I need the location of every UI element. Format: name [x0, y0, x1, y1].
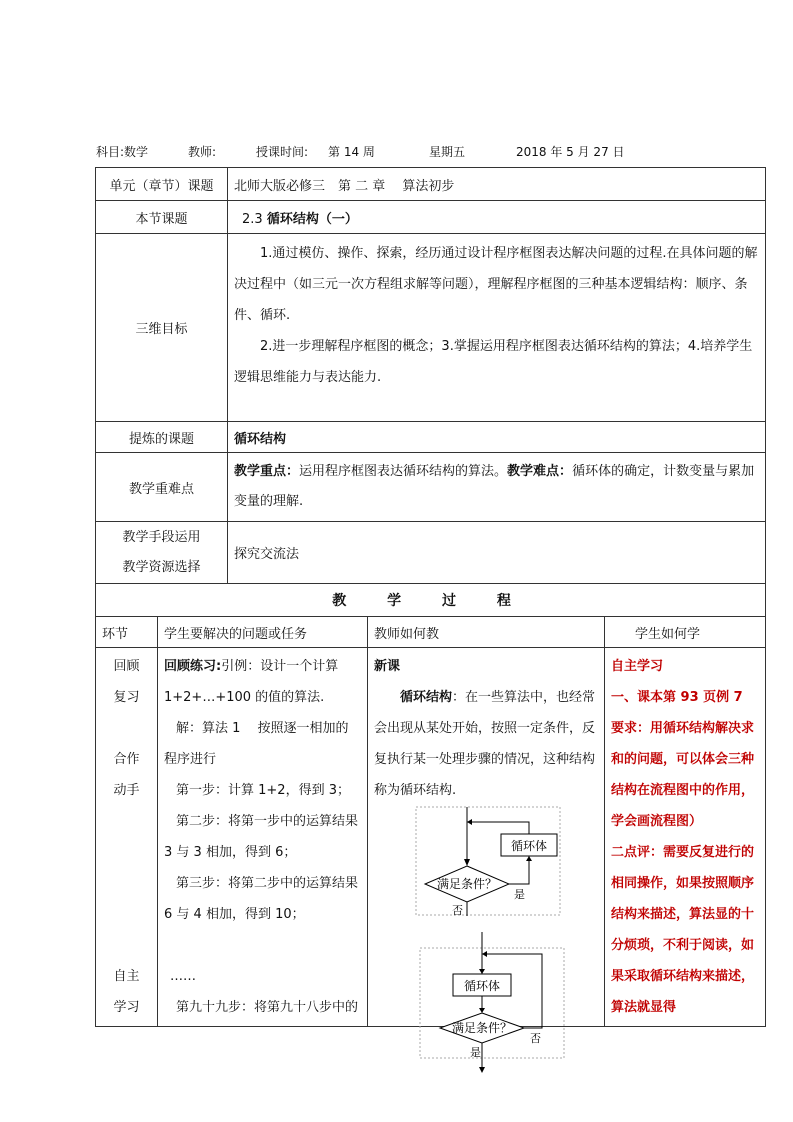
stage-cell [96, 648, 158, 1027]
week: 第 14 周 [328, 145, 375, 159]
keypoints-content [228, 453, 766, 522]
lesson-label: 本节课题 [96, 201, 228, 234]
keypoints-label: 教学重难点 [96, 453, 228, 522]
student-l2: 一、课本第 93 页例 7 [611, 690, 743, 705]
task-cell [158, 648, 368, 1027]
lesson-value [228, 201, 766, 234]
stage-1: 回顾 [113, 659, 140, 674]
stage-3: 合作 [113, 752, 140, 767]
lesson-title: 循环结构（一） [266, 211, 358, 227]
flowchart-until-loop [416, 932, 568, 1074]
review-text: 引例：设计一个计算 [221, 659, 339, 674]
method-label [96, 522, 228, 584]
loop-body-label: 循环体 [510, 839, 548, 853]
condition-label-2: 满足条件？ [451, 1021, 513, 1035]
subject: 科目:数学 [96, 145, 149, 159]
unit-label: 单元（章节）课题 [96, 168, 228, 201]
student-l3: 要求：用循环结构解决求和的问题，可以体会三种结构在流程图中的作用，学会画流程图） [611, 721, 755, 829]
method-label-2: 教学资源选择 [122, 559, 201, 575]
new-lesson-label: 新课 [374, 659, 401, 674]
no-label-2: 否 [530, 1032, 541, 1045]
task-s7: 6 与 4 相加，得到 10； [164, 907, 305, 922]
goals-content [228, 234, 766, 422]
task-s4: 第二步：将第一步中的运算结果 [176, 814, 359, 829]
task-s8: …… [170, 969, 196, 984]
yes-label-2: 是 [470, 1046, 481, 1059]
student-cell [605, 648, 766, 1027]
loop-text: ：在一些算法中，也经常会出现从某处开始，按照一定条件，反复执行某一处理步骤的情况，这种结构称为循环结构. [374, 690, 596, 798]
teacher-label: 教师: [188, 145, 217, 159]
task-s9: 第九十九步：将第九十八步中的 [176, 1000, 359, 1015]
stage-4: 动手 [113, 783, 140, 798]
condition-label: 满足条件？ [436, 877, 498, 891]
col-student: 学生如何学 [605, 617, 766, 648]
review-label: 回顾练习: [164, 659, 222, 674]
col-task: 学生要解决的问题或任务 [158, 617, 368, 648]
topic-label: 提炼的课题 [96, 422, 228, 453]
lesson-header [96, 143, 776, 163]
time-label: 授课时间: [256, 145, 309, 159]
task-s1: 解：算法 1 按照逐一相加的 [176, 721, 349, 736]
task-s6: 第三步：将第二步中的运算结果 [176, 876, 359, 891]
no-label-1: 否 [452, 904, 463, 917]
diff-text: 循环体的确定，计数变量与累加变量的理解. [234, 464, 755, 509]
goals-p2: 2.进一步理解程序框图的概念；3.掌握运用程序框图表达循环结构的算法；4.培养学生逻辑思维能力与表达能力. [234, 339, 753, 385]
key-text: 运用程序框图表达循环结构的算法。 [299, 464, 508, 479]
task-s3: 第一步：计算 1+2，得到 3； [176, 783, 350, 798]
topic-value: 循环结构 [228, 422, 766, 453]
loop-label: 循环结构 [400, 690, 453, 705]
stage-2: 复习 [113, 690, 140, 705]
student-l1: 自主学习 [611, 659, 664, 674]
unit-value: 北师大版必修三 第 二 章 算法初步 [228, 168, 766, 201]
task-formula: 1+2+…+100 的值的算法. [164, 690, 325, 705]
col-stage: 环节 [96, 617, 158, 648]
method-value: 探究交流法 [228, 522, 766, 584]
flowchart-while-loop [412, 804, 564, 918]
goals-p1: 1.通过模仿、操作、探索，经历通过设计程序框图表达解决问题的过程.在具体问题的解决过程中（如三元一次方程组求解等问题），理解程序框图的三种基本逻辑结构：顺序、条件、循环. [234, 246, 758, 323]
task-s5: 3 与 3 相加，得到 6； [164, 845, 297, 860]
student-l4: 二点评：需要反复进行的相同操作，如果按照顺序结构来描述，算法显的十分烦琐，不利于阅读，如果采取循环结构来描述，算法就显得 [611, 845, 755, 1015]
weekday: 星期五 [429, 145, 466, 159]
col-teacher: 教师如何教 [368, 617, 605, 648]
process-title: 教 学 过 程 [96, 584, 766, 617]
stage-5: 自主 [113, 969, 140, 984]
stage-6: 学习 [113, 1000, 140, 1015]
task-s2: 程序进行 [164, 752, 217, 767]
date: 2018 年 5 月 27 日 [516, 145, 625, 159]
loop-body-label-2: 循环体 [463, 979, 501, 993]
method-label-1: 教学手段运用 [122, 529, 201, 545]
goals-label: 三维目标 [96, 234, 228, 422]
diff-label: 教学难点： [507, 464, 573, 479]
yes-label-1: 是 [514, 888, 525, 901]
lesson-num: 2.3 [242, 211, 263, 227]
key-label: 教学重点： [234, 464, 300, 479]
